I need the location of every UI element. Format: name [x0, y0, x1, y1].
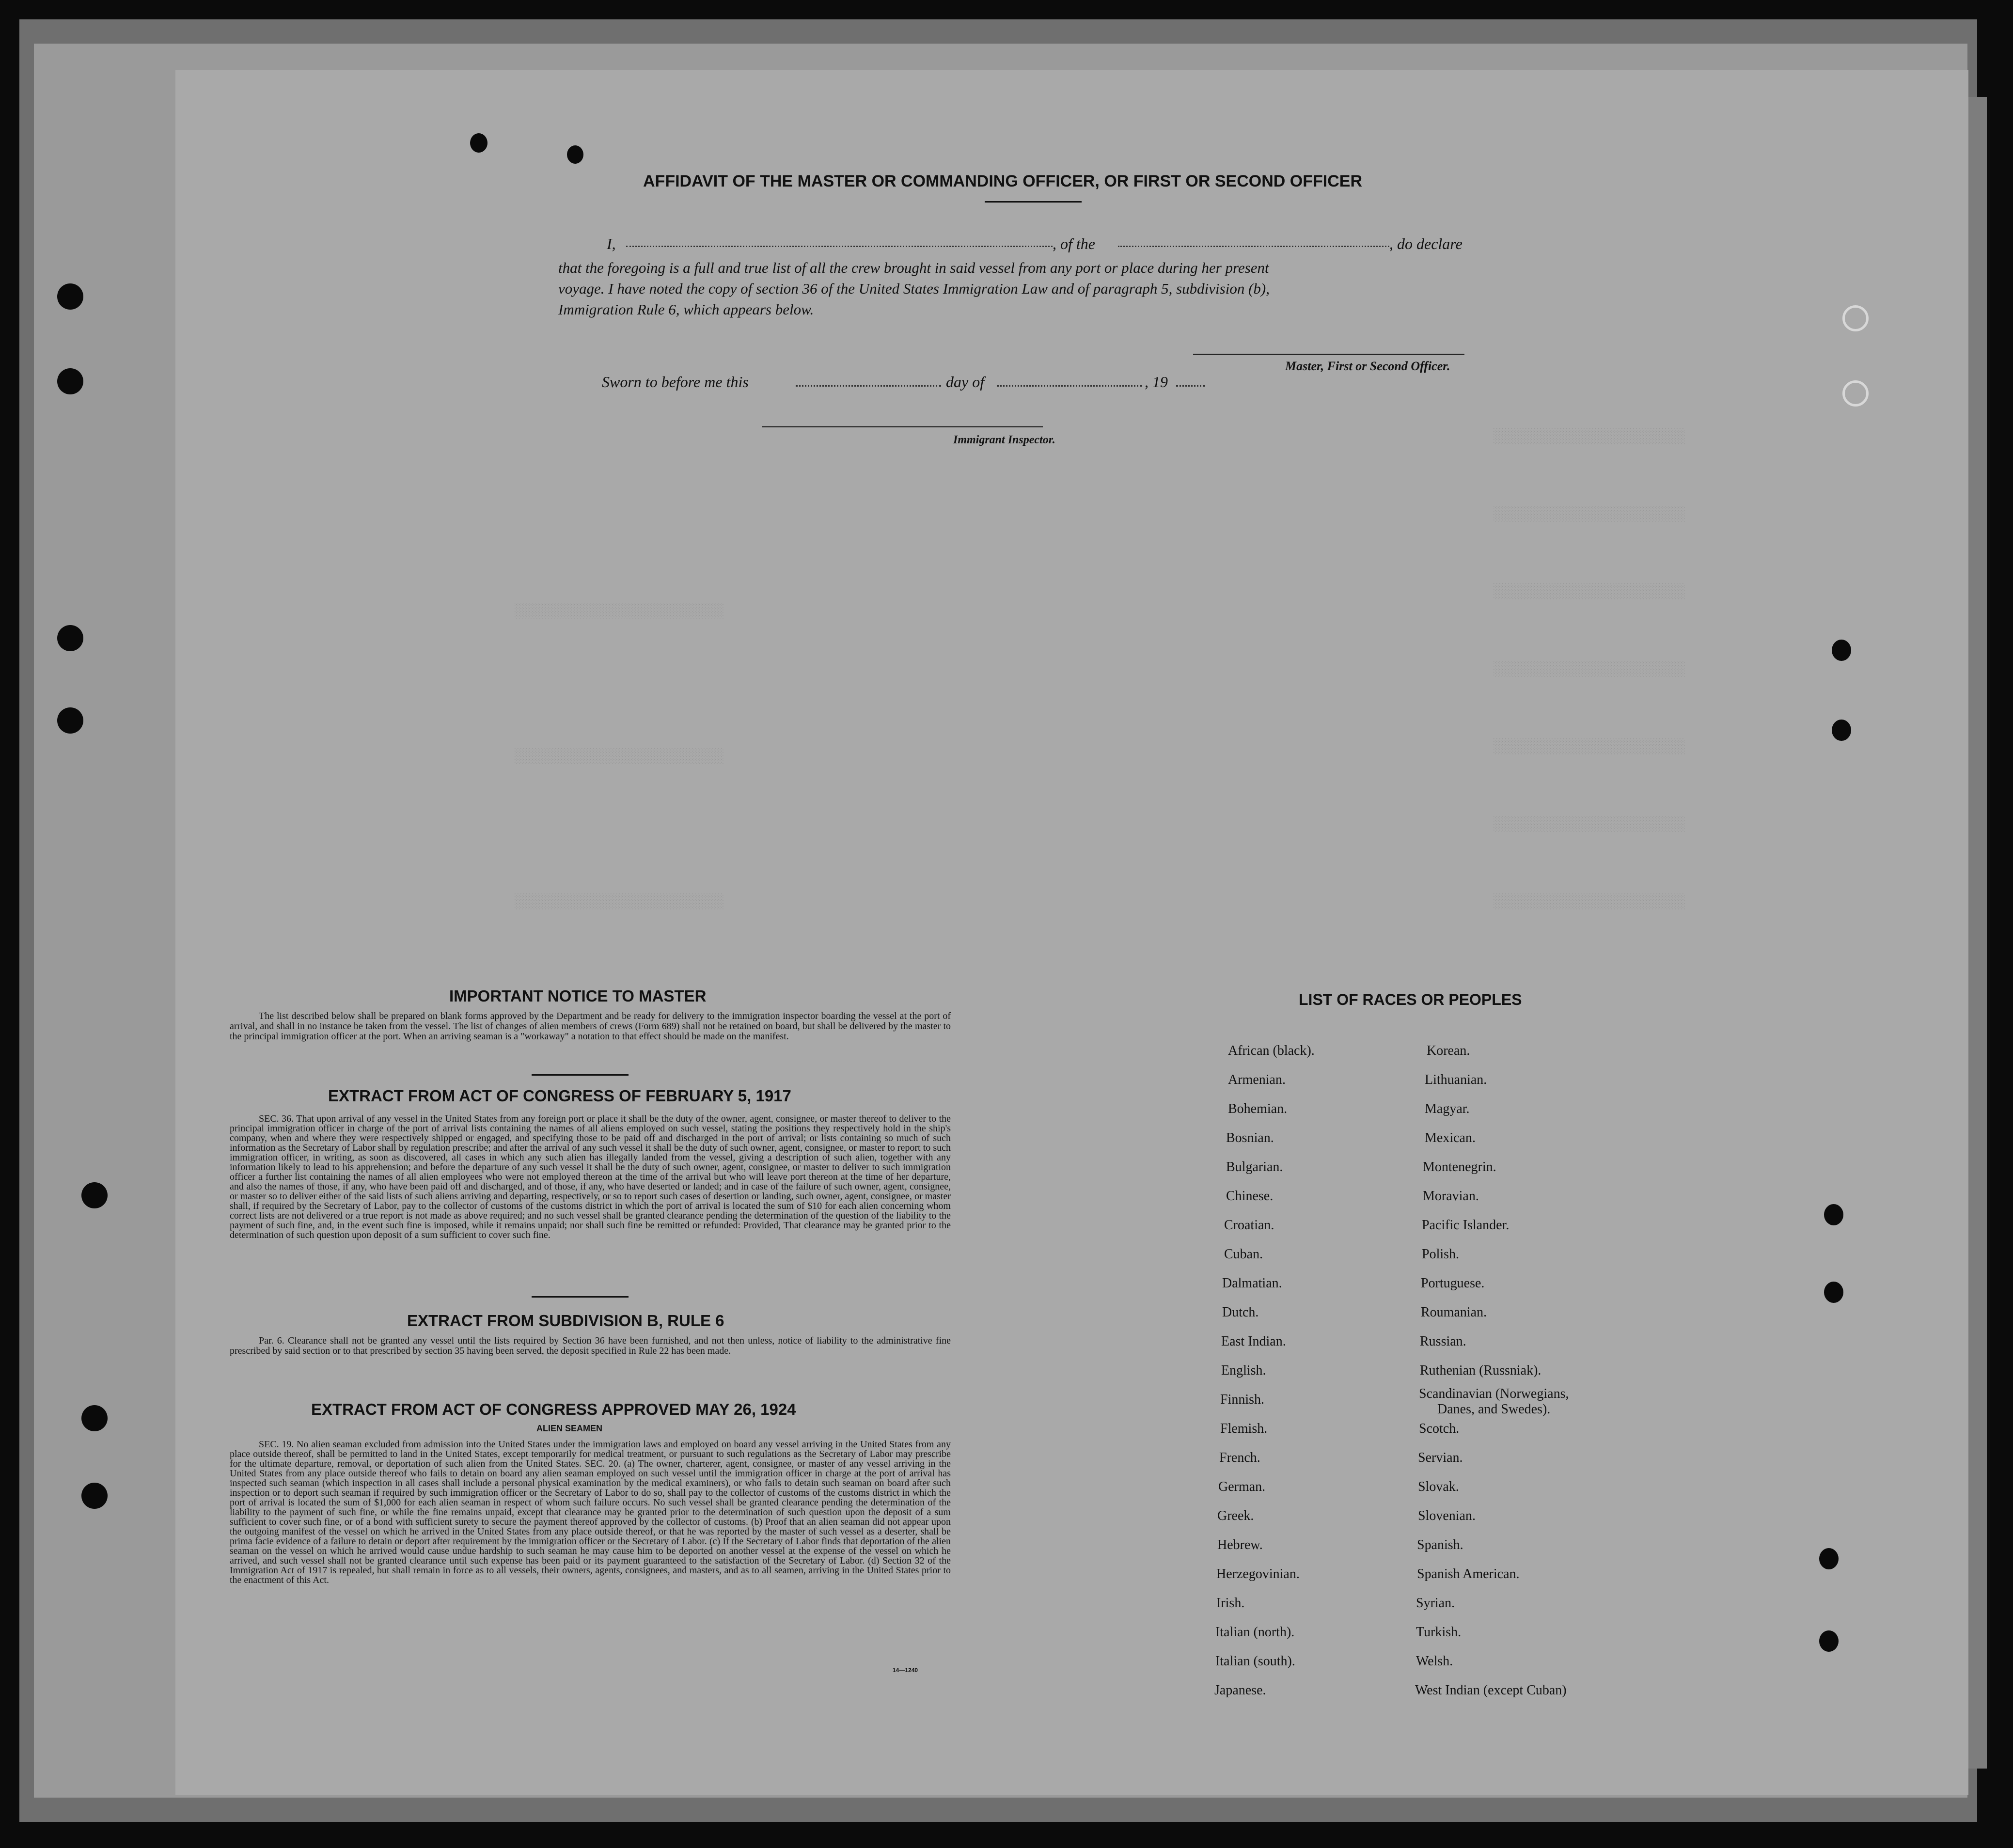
- affidavit-line3: voyage. I have noted the copy of section 36 of the United States Immigration Law and of paragraph 5, subdivision (b),: [558, 280, 1270, 297]
- sheet-hole: [567, 145, 583, 164]
- race-item: Roumanian.: [1421, 1305, 1487, 1320]
- notice-title: IMPORTANT NOTICE TO MASTER: [449, 987, 707, 1005]
- name-blank: [626, 246, 1053, 247]
- race-item: Dutch.: [1222, 1305, 1259, 1320]
- race-item: Japanese.: [1214, 1683, 1266, 1698]
- race-item: Bohemian.: [1228, 1101, 1288, 1116]
- sworn-month-blank: [997, 385, 1142, 387]
- race-item: Russian.: [1420, 1334, 1466, 1349]
- binder-hole: [57, 625, 83, 651]
- inspector-line: [762, 426, 1043, 427]
- sheet-hole: [1824, 1282, 1843, 1303]
- sheet-hole: [1819, 1630, 1839, 1652]
- signature-label: Master, First or Second Officer.: [1285, 359, 1450, 373]
- race-item: African (black).: [1228, 1043, 1315, 1058]
- sworn-text: Sworn to before me this: [602, 373, 749, 391]
- race-item: Portuguese.: [1421, 1276, 1485, 1291]
- sworn-day-of: day of: [946, 373, 985, 391]
- show-through-text: ░░░░░░░░░░░░░░░░░░░░░░░░: [515, 603, 724, 620]
- race-item: Armenian.: [1228, 1072, 1286, 1087]
- race-item: English.: [1221, 1363, 1266, 1378]
- show-through-text: ░░░░░░░░░░░░░░░░░░░░░░: [1494, 506, 1686, 523]
- race-item: Montenegrin.: [1423, 1159, 1496, 1175]
- race-item: Moravian.: [1423, 1189, 1479, 1204]
- race-item: Italian (north).: [1215, 1625, 1295, 1640]
- affidavit-line4: Immigration Rule 6, which appears below.: [558, 301, 814, 318]
- affidavit-i: I,: [607, 235, 616, 252]
- race-item: Irish.: [1216, 1596, 1245, 1611]
- title-rule: [985, 201, 1082, 203]
- race-item: Spanish American.: [1417, 1566, 1520, 1582]
- race-item: Italian (south).: [1215, 1654, 1295, 1669]
- race-item: West Indian (except Cuban): [1415, 1683, 1567, 1698]
- race-item: Mexican.: [1425, 1130, 1476, 1145]
- race-item: French.: [1219, 1450, 1260, 1465]
- race-item: Lithuanian.: [1425, 1072, 1487, 1087]
- show-through-text: ░░░░░░░░░░░░░░░░░░░░░░: [1494, 816, 1686, 833]
- race-item: Hebrew.: [1217, 1537, 1263, 1552]
- race-item: Syrian.: [1416, 1596, 1455, 1611]
- sheet-ring-hole: [1842, 305, 1869, 331]
- race-item: Magyar.: [1425, 1101, 1470, 1116]
- binder-hole: [81, 1405, 108, 1431]
- sheet-hole: [470, 133, 488, 153]
- vessel-blank: [1118, 246, 1389, 247]
- extract-1917-title: EXTRACT FROM ACT OF CONGRESS OF FEBRUARY 5, 1917: [328, 1087, 791, 1105]
- race-item: German.: [1218, 1479, 1266, 1494]
- sheet-ring-hole: [1842, 380, 1869, 407]
- extract-1917-body: SEC. 36. That upon arrival of any vessel in the United States from any foreign port or place it shall be the duty of the owner, agent, consignee, or master thereof to deliver to the principal immigration officer in charge of the port of arrival lists containing the names of all aliens employed on such vessel, stating the positions they respectively hold in the ship's company, when and where they were respectively shipped or engaged, and specifying those to be paid off and discharged in the port of arrival; or lists containing so much of such information as the Secretary of Labor shall by regulation prescribe; and after the arrival of any such vessel it shall be the duty of such owner, agent, consignee, or master to report to such immigration officer, in writing, as soon as discovered, all cases in which any such alien has illegally landed from the vessel, giving a description of such alien, together with any information likely to lead to his apprehension; and before the departure of any such vessel it shall be the duty of such owner, agent, consignee, or master to deliver to such immigration officer a further list containing the names of all alien employees who were not employed thereon at the time of the arrival but who will leave port thereon at the time of her departure, and also the names of those, if any, who have been paid off and discharged, and of those, if any, who have deserted or landed; and in case of the failure of such owner, agent, consignee, or master so to deliver either of the said lists of such aliens arriving and departing, respectively, or so to report such cases of desertion or landing, such owner, agent, consignee, or master shall, if required by the Secretary of Labor, pay to the collector of customs of the customs district in which the port of arrival is located the sum of $10 for each alien concerning whom correct lists are not delivered or a true report is not made as above required; and no such vessel shall be granted clearance pending the determination of the question of the liability to the payment of such fine, and, in the event such fine is imposed, while it remains unpaid; nor shall such fine be remitted or refunded: Provided, That clearance may be granted prior to the determination of such question upon deposit of a sum sufficient to cover such fine.: [230, 1113, 951, 1240]
- extract-1917-rule: [532, 1296, 629, 1298]
- sheet-hole: [1824, 1204, 1843, 1225]
- sheet-hole: [1819, 1548, 1839, 1569]
- race-item: Slovak.: [1418, 1479, 1459, 1494]
- extract-1924-body: SEC. 19. No alien seaman excluded from admission into the United States under the immigration laws and employed on board any vessel arriving in the United States from any place outside thereof, shall be permitted to land in the United States, except temporarily for medical treatment, or pursuant to such regulations as the Secretary of Labor may prescribe for the ultimate departure, removal, or deportation of such alien from the United States. SEC. 20. (a) The owner, charterer, agent, consignee, or master of any vessel arriving in the United States from any place outside thereof who fails to detain on board any alien seaman employed on such vessel until the immigration officer in charge at the port of arrival has inspected such seaman (which inspection in all cases shall include a personal physical examination by the medical examiners), or who fails to detain such seaman on board after such inspection or to deport such seaman if required by such immigration officer or the Secretary of Labor to do so, shall pay to the collector of customs of the customs district in which the port of arrival is located the sum of $1,000 for each alien seaman in respect of whom such failure occurs. No such vessel shall be granted clearance pending the determination of the liability to the payment of such fine, or while the fine remains unpaid, except that clearance may be granted prior to the determination of such question upon the deposit of a sum sufficient to cover such fine, or of a bond with sufficient surety to secure the payment thereof approved by the collector of customs. (b) Proof that an alien seaman did not appear upon the outgoing manifest of the vessel on which he arrived in the United States from any place outside thereof, or that he was reported by the master of such vessel as a deserter, shall be prima facie evidence of a failure to detain or deport after requirement by the immigration officer or the Secretary of Labor. (c) If the Secretary of Labor finds that deportation of the alien seaman on the vessel on which he arrived would cause undue hardship to such seaman he may cause him to be deported on another vessel at the expense of the vessel on which he arrived, and such vessel shall not be granted clearance until such expense has been paid or its payment guaranteed to the satisfaction of the Secretary of Labor. (d) Section 32 of the Immigration Act of 1917 is repealed, but shall remain in force as to all vessels, their owners, agents, consignees, and masters, and as to all seamen, arriving in the United States prior to the enactment of this Act.: [230, 1439, 951, 1585]
- race-item: Greek.: [1217, 1508, 1254, 1523]
- sworn-year-blank: [1176, 385, 1205, 387]
- extract-rule6-title: EXTRACT FROM SUBDIVISION B, RULE 6: [407, 1312, 724, 1330]
- sheet-hole: [1832, 720, 1851, 741]
- races-title: LIST OF RACES OR PEOPLES: [1299, 991, 1522, 1008]
- race-item-continued: Danes, and Swedes).: [1437, 1402, 1551, 1417]
- show-through-text: ░░░░░░░░░░░░░░░░░░░░░░░░: [515, 894, 724, 910]
- notice-rule: [532, 1074, 629, 1076]
- extract-rule6-body: Par. 6. Clearance shall not be granted any vessel until the lists required by Section 36 have been furnished, and not then unless, notice of liability to the administrative fine prescribed by said section or to that prescribed by section 35 having been served, the deposit specified in Rule 22 has been made.: [230, 1335, 951, 1356]
- affidavit-title: AFFIDAVIT OF THE MASTER OR COMMANDING OFFICER, OR FIRST OR SECOND OFFICER: [643, 172, 1362, 190]
- race-item: Bosnian.: [1226, 1130, 1274, 1145]
- affidavit-of-the: , of the: [1053, 235, 1095, 252]
- notice-body: The list described below shall be prepared on blank forms approved by the Department and be ready for delivery to the immigration inspector boarding the vessel at the port of arrival, and shall in no instance be taken from the vessel. The list of changes of alien members of crews (Form 689) shall not be retained on board, but shall be delivered by the master to the principal immigration officer at the port. When an arriving seaman is a "workaway" a notation to that effect should be made on the manifest.: [230, 1011, 951, 1042]
- show-through-text: ░░░░░░░░░░░░░░░░░░░░░░: [1494, 429, 1686, 445]
- extract-1924-subtitle: ALIEN SEAMEN: [536, 1424, 603, 1433]
- binder-hole: [57, 707, 83, 734]
- race-item: Dalmatian.: [1222, 1276, 1282, 1291]
- inspector-label: Immigrant Inspector.: [953, 434, 1055, 446]
- signature-line: [1193, 354, 1464, 355]
- race-item: Croatian.: [1224, 1218, 1274, 1233]
- race-item: Bulgarian.: [1226, 1159, 1283, 1175]
- race-item: Herzegovinian.: [1216, 1566, 1300, 1582]
- affidavit-declare: , do declare: [1389, 235, 1463, 252]
- race-item: Polish.: [1422, 1247, 1460, 1262]
- show-through-text: ░░░░░░░░░░░░░░░░░░░░░░: [1494, 894, 1686, 910]
- race-item: Spanish.: [1417, 1537, 1463, 1552]
- binder-hole: [57, 368, 83, 394]
- race-item: Welsh.: [1416, 1654, 1453, 1669]
- race-item: Pacific Islander.: [1422, 1218, 1510, 1233]
- race-item: Finnish.: [1220, 1392, 1265, 1407]
- race-item: East Indian.: [1221, 1334, 1286, 1349]
- race-item: Korean.: [1427, 1043, 1470, 1058]
- race-item: Cuban.: [1224, 1247, 1263, 1262]
- race-item: Scandinavian (Norwegians,: [1419, 1386, 1569, 1401]
- form-number: 14—1240: [893, 1667, 918, 1674]
- race-item: Scotch.: [1419, 1421, 1460, 1436]
- affidavit-sheet: [175, 70, 1968, 1795]
- show-through-text: ░░░░░░░░░░░░░░░░░░░░░░: [1494, 584, 1686, 600]
- race-item: Turkish.: [1416, 1625, 1462, 1640]
- affidavit-line2: that the foregoing is a full and true list of all the crew brought in said vessel from any port or place during her present: [558, 259, 1269, 276]
- show-through-text: ░░░░░░░░░░░░░░░░░░░░░░░░: [515, 749, 724, 765]
- race-item: Ruthenian (Russniak).: [1420, 1363, 1541, 1378]
- binder-hole: [81, 1182, 108, 1208]
- sheet-hole: [1832, 640, 1851, 661]
- race-item: Flemish.: [1220, 1421, 1268, 1436]
- sworn-year: , 19: [1145, 373, 1168, 391]
- binder-hole: [81, 1483, 108, 1509]
- race-item: Chinese.: [1226, 1189, 1274, 1204]
- sworn-day-blank: [796, 385, 941, 387]
- binder-hole: [57, 283, 83, 310]
- show-through-text: ░░░░░░░░░░░░░░░░░░░░░░: [1494, 739, 1686, 755]
- show-through-text: ░░░░░░░░░░░░░░░░░░░░░░: [1494, 661, 1686, 678]
- race-item: Servian.: [1418, 1450, 1463, 1465]
- race-item: Slovenian.: [1418, 1508, 1476, 1523]
- extract-1924-title: EXTRACT FROM ACT OF CONGRESS APPROVED MAY 26, 1924: [311, 1400, 796, 1418]
